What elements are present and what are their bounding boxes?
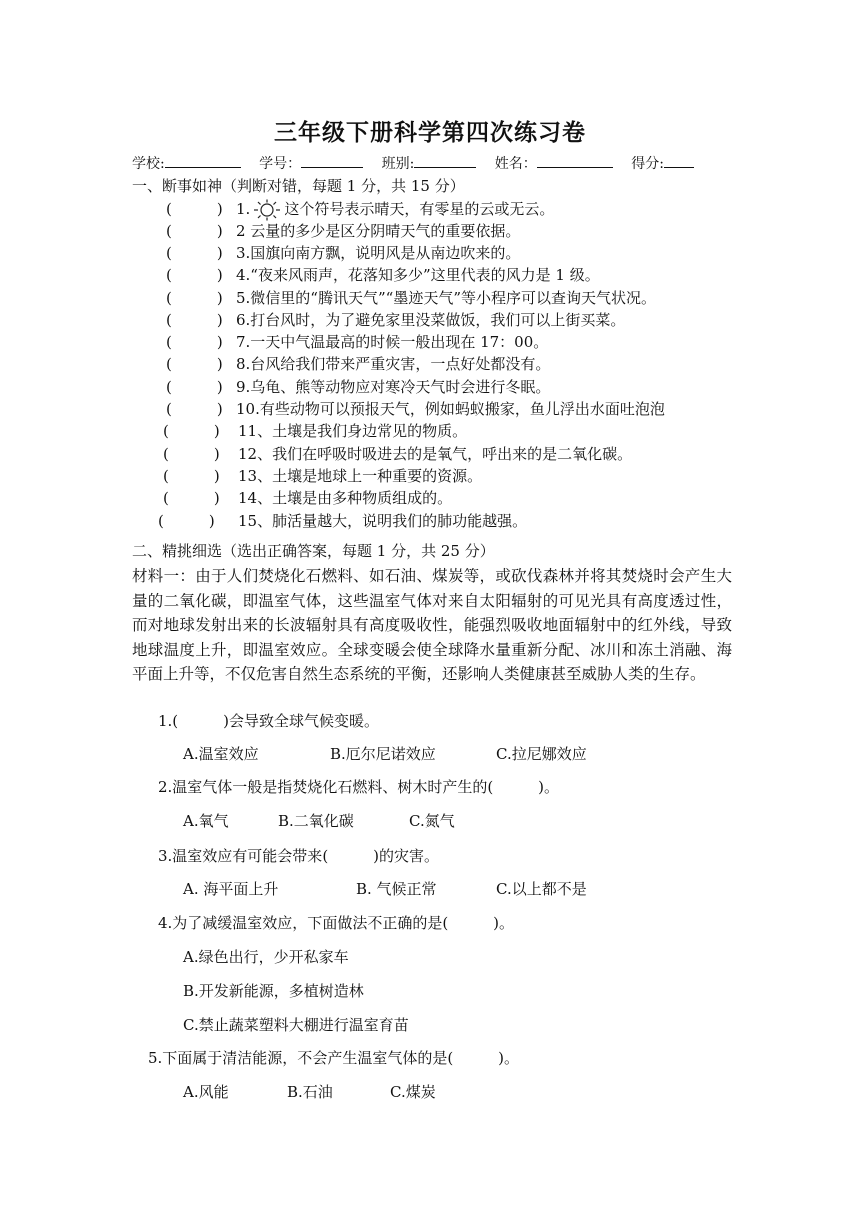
item-text: 9.乌龟、熊等动物应对寒冷天气时会进行冬眠。 <box>236 378 551 396</box>
item-text: 5.微信里的“腾讯天气”“墨迹天气”等小程序可以查询天气状况。 <box>236 289 656 307</box>
answer-paren[interactable]: ( ) <box>166 200 223 218</box>
student-no-field[interactable] <box>259 153 363 173</box>
tf-item[interactable] <box>163 420 467 441</box>
answer-paren[interactable]: ( ) <box>163 422 220 440</box>
tf-item[interactable] <box>166 331 548 352</box>
answer-paren[interactable]: ( ) <box>166 355 223 373</box>
section2-heading: 二、精挑细选（选出正确答案，每题 1 分，共 25 分） <box>132 542 495 560</box>
option-c[interactable]: C.煤炭 <box>390 1083 436 1101</box>
item-number: 1. <box>236 200 251 218</box>
item-text: 6.打台风时，为了避免家里没菜做饭，我们可以上街买菜。 <box>236 311 626 329</box>
tf-item[interactable] <box>166 242 520 263</box>
option-c[interactable]: C.以上都不是 <box>496 880 587 898</box>
answer-paren[interactable]: ( ) <box>158 512 215 530</box>
answer-paren[interactable]: ( ) <box>163 467 220 485</box>
option-c[interactable]: C.氮气 <box>409 812 455 830</box>
score-label: 得分: <box>631 156 664 172</box>
tf-item[interactable] <box>166 398 665 419</box>
tf-item[interactable] <box>163 443 632 464</box>
option-c[interactable]: C.禁止蔬菜塑料大棚进行温室育苗 <box>183 1016 409 1034</box>
item-text: 2 云量的多少是区分阴晴天气的重要依据。 <box>236 222 521 240</box>
answer-paren[interactable]: ( ) <box>166 311 223 329</box>
name-field[interactable] <box>495 153 613 173</box>
name-blank[interactable] <box>537 153 613 168</box>
item-text: 11、土壤是我们身边常见的物质。 <box>238 422 468 440</box>
option-b[interactable]: B.厄尔尼诺效应 <box>330 745 436 763</box>
option-c[interactable]: C.拉尼娜效应 <box>496 745 587 763</box>
answer-paren[interactable]: ( ) <box>166 400 223 418</box>
tf-item[interactable] <box>166 264 600 285</box>
question-stem: 1.( )会导致全球气候变暖。 <box>158 712 380 730</box>
class-field[interactable] <box>382 153 477 173</box>
option-a[interactable]: A.风能 <box>183 1083 229 1101</box>
school-label: 学校: <box>132 156 165 172</box>
answer-paren[interactable]: ( ) <box>166 333 223 351</box>
item-text: 4.“夜来风雨声，花落知多少”这里代表的风力是 1 级。 <box>236 266 600 284</box>
option-a[interactable]: A.绿色出行，少开私家车 <box>183 948 349 966</box>
option-a[interactable]: A. 海平面上升 <box>183 880 279 898</box>
question-stem: 5.下面属于清洁能源，不会产生温室气体的是( )。 <box>148 1049 520 1067</box>
item-text: 14、土壤是由多种物质组成的。 <box>238 489 453 507</box>
answer-paren[interactable]: ( ) <box>163 489 220 507</box>
question-stem: 2.温室气体一般是指焚烧化石燃料、树木时产生的( )。 <box>158 778 560 796</box>
item-text: 10.有些动物可以预报天气，例如蚂蚁搬家，鱼儿浮出水面吐泡泡 <box>236 400 665 418</box>
option-a[interactable]: A.温室效应 <box>183 745 259 763</box>
tf-item[interactable] <box>166 353 550 374</box>
score-field[interactable] <box>631 153 694 173</box>
question-stem: 3.温室效应有可能会带来( )的灾害。 <box>158 847 440 865</box>
class-blank[interactable] <box>414 153 476 168</box>
item-text: 12、我们在呼吸时吸进去的是氧气，呼出来的是二氧化碳。 <box>238 445 633 463</box>
material-paragraph: 材料一：由于人们焚烧化石燃料、如石油、煤炭等，或砍伐森林并将其焚烧时会产生大量的二氧化碳，即温室气体，这些温室气体对来自太阳辐射的可见光具有高度透过性，而对地球发射出来的长波辐射具有高度吸收性，能强烈吸收地面辐射中的红外线，导致地球温度上升，即温室效应。全球变暖会使全球降水量重新分配、冰川和冻土消融、海平面上升等，不仅危害自然生态系统的平衡，还影响人类健康甚至威胁人类的生存。 <box>132 567 732 683</box>
tf-item[interactable] <box>163 465 482 486</box>
answer-paren[interactable]: ( ) <box>166 289 223 307</box>
page-title: 三年级下册科学第四次练习卷 <box>274 119 586 146</box>
class-label: 班别: <box>381 156 415 172</box>
student-no-blank[interactable] <box>301 153 363 168</box>
name-label: 姓名： <box>494 156 537 172</box>
answer-paren[interactable]: ( ) <box>163 445 220 463</box>
option-b[interactable]: B.开发新能源，多植树造林 <box>183 982 364 1000</box>
student-no-label: 学号： <box>259 156 302 172</box>
item-text: 7.一天中气温最高的时候一般出现在 17：00。 <box>236 333 549 351</box>
option-a[interactable]: A.氧气 <box>183 812 229 830</box>
item-text: 13、土壤是地球上一种重要的资源。 <box>238 467 483 485</box>
score-blank[interactable] <box>664 153 694 168</box>
school-blank[interactable] <box>165 153 241 168</box>
answer-paren[interactable]: ( ) <box>166 378 223 396</box>
school-field[interactable] <box>132 153 241 173</box>
question-stem: 4.为了减缓温室效应，下面做法不正确的是( )。 <box>158 914 515 932</box>
answer-paren[interactable]: ( ) <box>166 244 223 262</box>
tf-item[interactable] <box>166 220 520 241</box>
tf-item[interactable] <box>166 376 550 397</box>
item-text: 这个符号表示晴天，有零星的云或无云。 <box>284 200 555 218</box>
student-info-line <box>132 153 708 173</box>
option-b[interactable]: B. 气候正常 <box>356 880 437 898</box>
tf-item[interactable] <box>158 510 527 531</box>
item-text: 8.台风给我们带来严重灾害，一点好处都没有。 <box>236 355 551 373</box>
tf-item[interactable] <box>163 487 452 508</box>
tf-item[interactable] <box>166 309 625 330</box>
option-b[interactable]: B.石油 <box>287 1083 333 1101</box>
item-text: 3.国旗向南方飘，说明风是从南边吹来的。 <box>236 244 521 262</box>
option-b[interactable]: B.二氧化碳 <box>278 812 354 830</box>
section1-heading: 一、断事如神（判断对错，每题 1 分，共 15 分） <box>132 177 465 195</box>
answer-paren[interactable]: ( ) <box>166 266 223 284</box>
tf-item[interactable] <box>166 287 656 308</box>
item-text: 15、肺活量越大，说明我们的肺功能越强。 <box>238 512 528 530</box>
answer-paren[interactable]: ( ) <box>166 222 223 240</box>
